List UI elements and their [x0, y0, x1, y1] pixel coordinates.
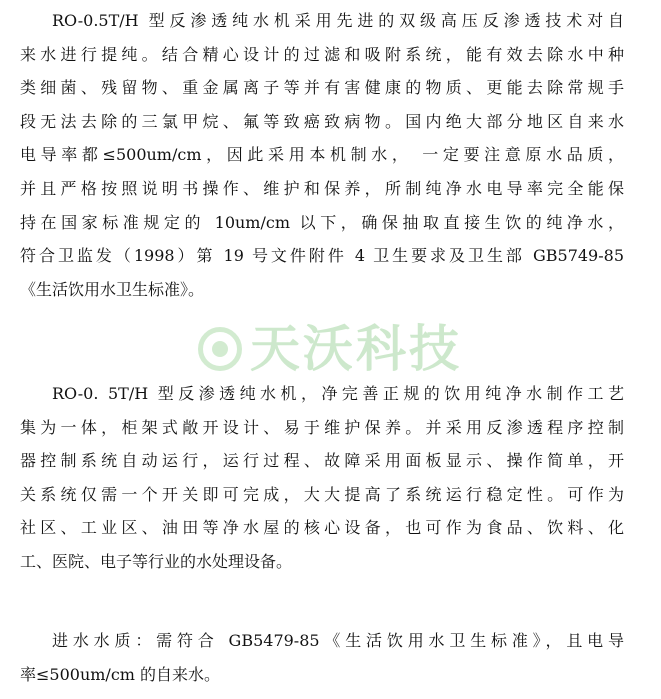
- paragraph-line: 关系统仅需一个开关即可完成，大大提高了系统运行稳定性。可作为: [20, 484, 624, 504]
- paragraph-line: 并且严格按照说明书操作、维护和保养，所制纯净水电导率完全能保: [20, 178, 624, 198]
- paragraph-1: [20, 4, 624, 306]
- watermark-text: 天沃科技: [250, 320, 462, 378]
- paragraph-3: [20, 624, 624, 691]
- paragraph-line: 《生活饮用水卫生标准》。: [20, 279, 205, 299]
- paragraph-line: RO-0.5T/H 型反渗透纯水机采用先进的双级高压反渗透技术对自: [52, 11, 624, 30]
- paragraph-line: 社区、工业区、油田等净水屋的核心设备，也可作为食品、饮料、化: [20, 518, 624, 538]
- paragraph-line: 器控制系统自动运行，运行过程、故障采用面板显示、操作简单，开: [20, 451, 624, 471]
- paragraph-line: 进水水质：需符合 GB5479-85《生活饮用水卫生标准》，且电导: [52, 631, 624, 650]
- paragraph-line: 电导率都≤500um/cm，因此采用本机制水， 一定要注意原水品质，: [20, 145, 624, 165]
- paragraph-line: 类细菌、残留物、重金属离子等并有害健康的物质、更能去除常规手: [20, 78, 624, 98]
- paragraph-line: 持在国家标准规定的 10um/cm 以下，确保抽取直接生饮的纯净水，: [20, 212, 624, 232]
- paragraph-2: [20, 377, 624, 579]
- paragraph-line: 率≤500um/cm 的自来水。: [20, 664, 221, 684]
- paragraph-line: 符合卫监发（1998）第 19 号文件附件 4 卫生要求及卫生部 GB5749-85: [20, 246, 624, 266]
- paragraph-line: 工、医院、电子等行业的水处理设备。: [20, 551, 293, 571]
- watermark-logo-icon: [198, 327, 242, 371]
- watermark: [198, 320, 462, 378]
- paragraph-line: RO-0. 5T/H 型反渗透纯水机，净完善正规的饮用纯净水制作工艺: [52, 384, 624, 403]
- paragraph-line: 段无法去除的三氯甲烷、氟等致癌致病物。国内绝大部分地区自来水: [20, 111, 624, 131]
- paragraph-line: 集为一体，柜架式敞开设计、易于维护保养。并采用反渗透程序控制: [20, 417, 624, 437]
- paragraph-line: 来水进行提纯。结合精心设计的过滤和吸附系统，能有效去除水中种: [20, 44, 624, 64]
